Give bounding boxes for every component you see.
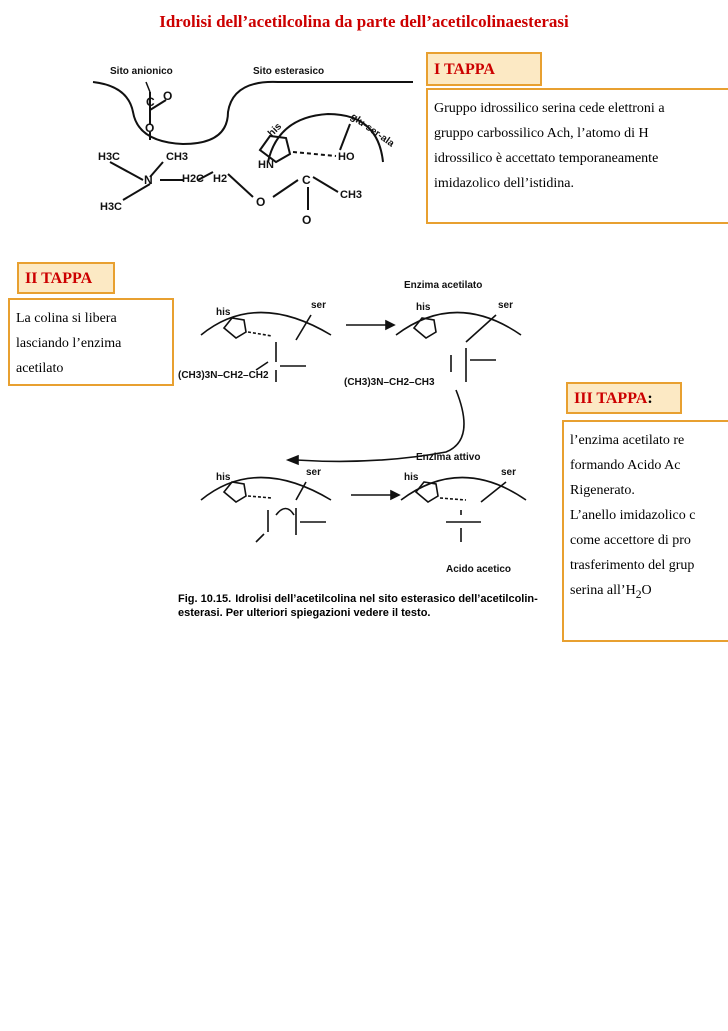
step1-line: imidazolico dell’istidina.: [434, 176, 574, 191]
his-label: his: [266, 121, 285, 140]
step3-label-text: III TAPPA: [574, 390, 648, 407]
oxygen-1: O: [145, 121, 155, 135]
step2-line: lasciando l’enzima: [16, 336, 122, 351]
ch3-label-2: CH3: [340, 189, 363, 201]
step1-line: Gruppo idrossilico serina cede elettroni a: [434, 101, 665, 116]
ser-label: ser: [306, 467, 322, 478]
step3-label: [566, 382, 682, 414]
nitrogen-label: N: [144, 173, 153, 187]
step1-line: gruppo carbossilico Ach, l’atomo di H: [434, 126, 649, 141]
step3-line: formando Acido Ac: [570, 458, 681, 473]
step1-text-box: [426, 88, 728, 224]
figure-caption: [178, 592, 558, 620]
active-site-figure: [88, 52, 418, 232]
step3-last-prefix: serina all’H: [570, 583, 636, 598]
h3c-label-2: H3C: [100, 201, 123, 213]
step1-label-text: I TAPPA: [434, 61, 495, 78]
step3-last-sub: 2: [635, 587, 642, 601]
ser-label: ser: [501, 467, 517, 478]
step1-line: idrossilico è accettato temporaneamente: [434, 151, 659, 166]
step3-line-last: [570, 578, 728, 607]
step1-label: [426, 52, 542, 86]
step3-line: l’enzima acetilato re: [570, 433, 685, 448]
choline-left: (CH3)3N–CH2–CH2: [178, 370, 269, 381]
ch3-label: CH3: [166, 151, 189, 163]
step3-text-box: [562, 420, 728, 642]
ho-label: HO: [338, 151, 355, 163]
h2c-label: H2C: [182, 173, 205, 185]
ser-label: ser: [498, 300, 514, 311]
ester-carbon: C: [302, 173, 311, 187]
step3-line: trasferimento del grup: [570, 558, 695, 573]
his-label: his: [404, 472, 419, 483]
mechanism-figure: [176, 270, 556, 620]
step3-label-colon: :: [647, 390, 653, 407]
h2-label: H2: [213, 173, 228, 185]
hn-label: HN: [258, 159, 274, 171]
figure-number: Fig. 10.15.: [178, 593, 232, 605]
step2-label: [17, 262, 115, 294]
figure-caption-text: Idrolisi dell’acetilcolina nel sito esterasico dell’acetilcolin-esterasi. Per ulteriori spiegazioni vedere il testo.: [178, 593, 538, 619]
step3-line: L’anello imidazolico c: [570, 508, 696, 523]
step2-text-box: [8, 298, 174, 386]
his-label: his: [416, 302, 431, 313]
step2-label-text: II TAPPA: [25, 270, 93, 287]
peptide-label: glu-ser-ala: [348, 111, 397, 150]
his-label: his: [216, 472, 231, 483]
site-anionic-label: Sito anionico: [110, 66, 173, 77]
step3-line: come accettore di pro: [570, 533, 691, 548]
site-esteratic-label: Sito esterasico: [253, 66, 325, 77]
page-title: Idrolisi dell’acetilcolina da parte dell’acetilcolinaesterasi: [159, 12, 569, 31]
step2-line: La colina si libera: [16, 311, 117, 326]
ser-label: ser: [311, 300, 327, 311]
step3-last-suffix: O: [641, 583, 652, 598]
step3-line: Rigenerato.: [570, 483, 635, 498]
carbon-1: C: [146, 95, 155, 109]
ester-oxygen: O: [256, 195, 266, 209]
choline-right: (CH3)3N–CH2–CH3: [344, 377, 435, 388]
carbonyl-oxygen: O: [302, 213, 312, 227]
enzyme-active-label: Enzima attivo: [416, 452, 481, 463]
his-label: his: [216, 307, 231, 318]
carboxyl-oxygen: O: [163, 89, 173, 103]
step2-line: acetilato: [16, 361, 64, 376]
acetic-acid-label: Acido acetico: [446, 564, 512, 575]
h3c-label: H3C: [98, 151, 121, 163]
enzyme-acetylated-label: Enzima acetilato: [404, 280, 483, 291]
